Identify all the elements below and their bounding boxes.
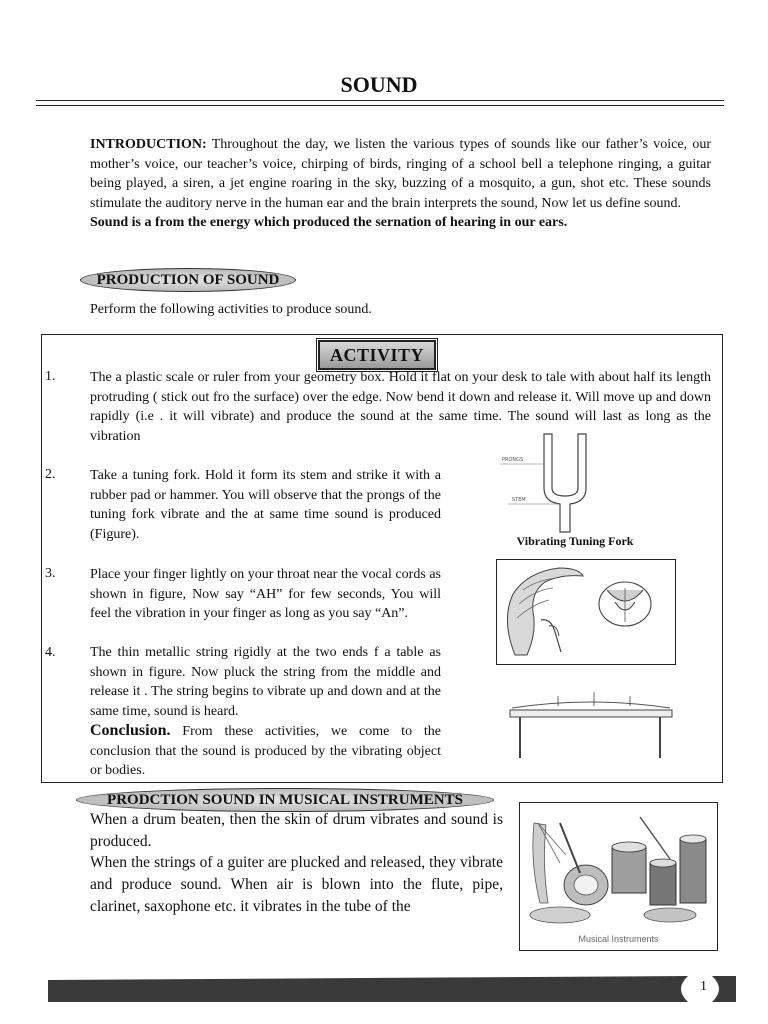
stem-label: STEM <box>512 497 526 503</box>
sound-definition: Sound is a from the energy which produced the sernation of hearing in our ears. <box>90 215 568 230</box>
introduction-label: INTRODUCTION: <box>90 137 207 152</box>
musical-instruments-figure <box>519 802 718 951</box>
activity-item-4-text: The thin metallic string rigidly at the two ends f a table as shown in figure. Now pluck the string from the middle and release it . The string begins to vibrate up and down and at the same time, sound is heard. <box>90 645 441 719</box>
instruments-heading: PRODCTION SOUND IN MUSICAL INSTRUMENTS <box>76 788 494 812</box>
prong-label: PRONGS <box>502 457 524 463</box>
conclusion <box>90 721 441 781</box>
instruments-illustration <box>520 803 717 931</box>
production-instruction: Perform the following activities to produce sound. <box>90 302 372 317</box>
activity-heading: ACTIVITY <box>318 340 436 370</box>
throat-illustration <box>497 560 675 664</box>
activity-item-3-number: 3. <box>45 566 56 581</box>
activity-item-3-text: Place your finger lightly on your throat near the vocal cords as shown in figure, Now say “AH” for few seconds, You will feel the vibration in your finger as long as you say “An”. <box>90 567 441 621</box>
string-table-figure <box>506 684 676 760</box>
instruments-para-1: When a drum beaten, then the skin of drum vibrates and sound is produced. <box>90 811 503 850</box>
tuning-fork-figure <box>500 432 620 534</box>
title-rule-top <box>36 100 724 101</box>
musical-instruments-caption: Musical Instruments <box>578 934 659 944</box>
production-heading: PRODUCTION OF SOUND <box>80 268 296 292</box>
footer-bar <box>48 976 736 1002</box>
activity-item-1-number: 1. <box>45 369 56 384</box>
introduction-text: Throughout the day, we listen the various types of sounds like our father’s voice, our mother’s voice, our teacher’s voice, chirping of birds, ringing of a school bell a telephone ringing, a guitar being played, a siren, a jet engine roaring in the sky, buzzing of a mosquito, a gun, shot etc. These sounds stimulate the auditory nerve in the human ear and the brain interprets the sound, Now let us define sound. <box>90 137 711 211</box>
activity-item-2-number: 2. <box>45 467 56 482</box>
conclusion-text: From these activities, we come to the conclusion that the sound is produced by the vibrating object or bodies. <box>90 724 441 778</box>
activity-item-1-text: The a plastic scale or ruler from your geometry box. Hold it flat on your desk to tale with about half its length protruding ( stick out fro the surface) over the edge. Now bend it down and release it. Will move up and down rapidly (i.e . it will vibrate) and produce the sound at the same time. The sound will last as long as the vibration <box>90 370 711 444</box>
title-rule-bottom <box>36 105 724 106</box>
page-title: SOUND <box>340 72 418 97</box>
page-number: 1 <box>700 979 707 994</box>
conclusion-label: Conclusion. <box>90 722 171 739</box>
introduction-section <box>90 135 711 233</box>
activity-item-4-number: 4. <box>45 645 56 660</box>
throat-vibration-figure <box>496 559 676 665</box>
instruments-text <box>90 809 503 918</box>
tuning-fork-caption: Vibrating Tuning Fork <box>516 534 634 548</box>
instruments-para-2: When the strings of a guiter are plucked and released, they vibrate and produce sound. When air is blown into the flute, pipe, clarinet, saxophone etc. it vibrates in the tube of the <box>90 854 503 915</box>
activity-item-2-text: Take a tuning fork. Hold it form its stem and strike it with a rubber pad or hammer. You will observe that the prongs of the tuning fork vibrate and the at same time sound is produced (Figure). <box>90 468 441 542</box>
